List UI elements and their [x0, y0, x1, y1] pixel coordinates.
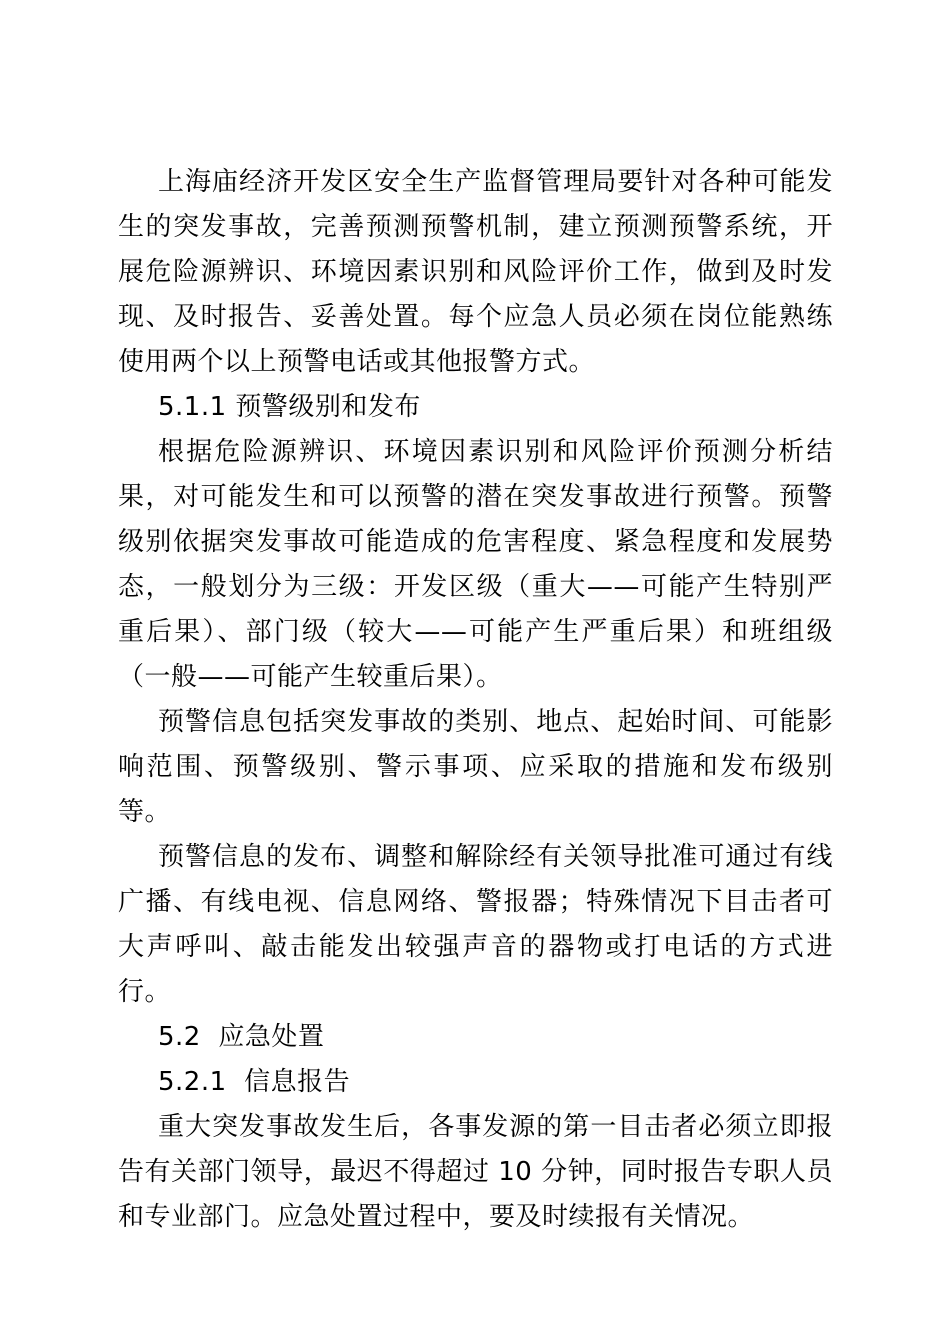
section-heading-5-2-1: 5.2.1 信息报告	[158, 1067, 351, 1097]
paragraph-warning-release-methods: 预警信息的发布、调整和解除经有关领导批准可通过有线广播、有线电视、信息网络、警报器；特殊情况下目击者可大声呼叫、敲击能发出较强声音的器物或打电话的方式进行。	[118, 842, 833, 1007]
paragraph-early-warning-intro: 上海庙经济开发区安全生产监督管理局要针对各种可能发生的突发事故，完善预测预警机制，建立预测预警系统，开展危险源辨识、环境因素识别和风险评价工作，做到及时发现、及时报告、妥善处置。每个应急人员必须在岗位能熟练使用两个以上预警电话或其他报警方式。	[118, 167, 833, 377]
section-heading-5-2: 5.2 应急处置	[158, 1022, 325, 1052]
paragraph-warning-info-content: 预警信息包括突发事故的类别、地点、起始时间、可能影响范围、预警级别、警示事项、应采取的措施和发布级别等。	[118, 707, 833, 827]
section-heading-5-1-1: 5.1.1 预警级别和发布	[158, 392, 421, 422]
paragraph-warning-levels: 根据危险源辨识、环境因素识别和风险评价预测分析结果，对可能发生和可以预警的潜在突发事故进行预警。预警级别依据突发事故可能造成的危害程度、紧急程度和发展势态，一般划分为三级：开发区级（重大——可能产生特别严重后果）、部门级（较大——可能产生严重后果）和班组级（一般——可能产生较重后果）。	[118, 437, 833, 692]
paragraph-information-report: 重大突发事故发生后，各事发源的第一目击者必须立即报告有关部门领导，最迟不得超过 10 分钟，同时报告专职人员和专业部门。应急处置过程中，要及时续报有关情况。	[118, 1112, 833, 1232]
document-body	[118, 160, 833, 1240]
